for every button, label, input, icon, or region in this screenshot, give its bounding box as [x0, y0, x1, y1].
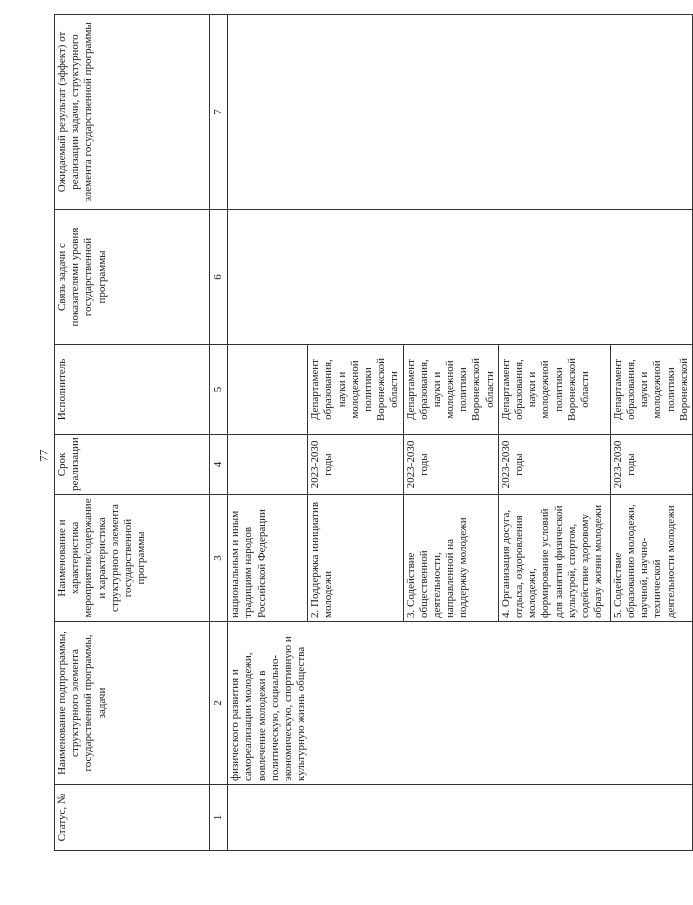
page-number: 77: [36, 449, 51, 462]
header-link: Связь задачи с показателями уровня государственной программы: [55, 210, 210, 345]
header-term: Срок реализации: [55, 435, 210, 495]
term-cell: [228, 435, 308, 495]
header-subprogram: Наименование подпрограммы, структурного элемента государственной программы, задачи: [55, 622, 210, 785]
column-number: 3: [210, 495, 228, 622]
table-row: [228, 15, 308, 851]
measure-cell: национальным и иным традициям народов Российской Федерации: [228, 495, 308, 622]
task-cell: физического развития и самореализации молодежи, вовлечение молодежи в политическую, социально-экономическую, спортивную и культурную жизнь общества: [228, 622, 693, 785]
executor-cell: Департамент образования, науки и молодежной политики Воронежской: [610, 345, 692, 435]
executor-cell: [228, 345, 308, 435]
measure-cell: 4. Организация досуга, отдыха, оздоровления молодежи, формирование условий для занятия физической культурой, спортом, содействие здоровому образу жизни молодежи: [498, 495, 610, 622]
term-cell: 2023-2030 годы: [498, 435, 610, 495]
column-number: 4: [210, 435, 228, 495]
header-status: Статус, №: [55, 785, 210, 851]
column-number: 1: [210, 785, 228, 851]
header-measure: Наименование и характеристика мероприятия/содержание и характеристика структурного элемента государственной программы: [55, 495, 210, 622]
column-number: 2: [210, 622, 228, 785]
term-cell: 2023-2030 годы: [610, 435, 692, 495]
header-row: [55, 15, 210, 851]
measure-cell: 3. Содействие общественной деятельности, направленной на поддержку молодежи: [403, 495, 498, 622]
measure-cell: 2. Поддержка инициатив молодежи: [308, 495, 403, 622]
header-executor: Исполнитель: [55, 345, 210, 435]
column-number: 5: [210, 345, 228, 435]
measure-cell: 5. Содействие образованию молодежи, научной, научно-технической деятельности молодежи: [610, 495, 692, 622]
executor-cell: Департамент образования, науки и молодежной политики Воронежской области: [308, 345, 403, 435]
term-cell: 2023-2030 годы: [308, 435, 403, 495]
executor-cell: Департамент образования, науки и молодежной политики Воронежской области: [403, 345, 498, 435]
header-result: Ожидаемый результат (эффект) от реализации задачи, структурного элемента государственной программы: [55, 15, 210, 210]
status-cell: [228, 785, 693, 851]
column-number: 6: [210, 210, 228, 345]
link-cell: [228, 210, 693, 345]
column-number-row: [210, 15, 228, 851]
program-table: [54, 14, 693, 851]
rotated-table-container: [54, 15, 690, 851]
term-cell: 2023-2030 годы: [403, 435, 498, 495]
executor-cell: Департамент образования, науки и молодежной политики Воронежской области: [498, 345, 610, 435]
column-number: 7: [210, 15, 228, 210]
document-page: [54, 15, 690, 851]
result-cell: [228, 15, 693, 210]
